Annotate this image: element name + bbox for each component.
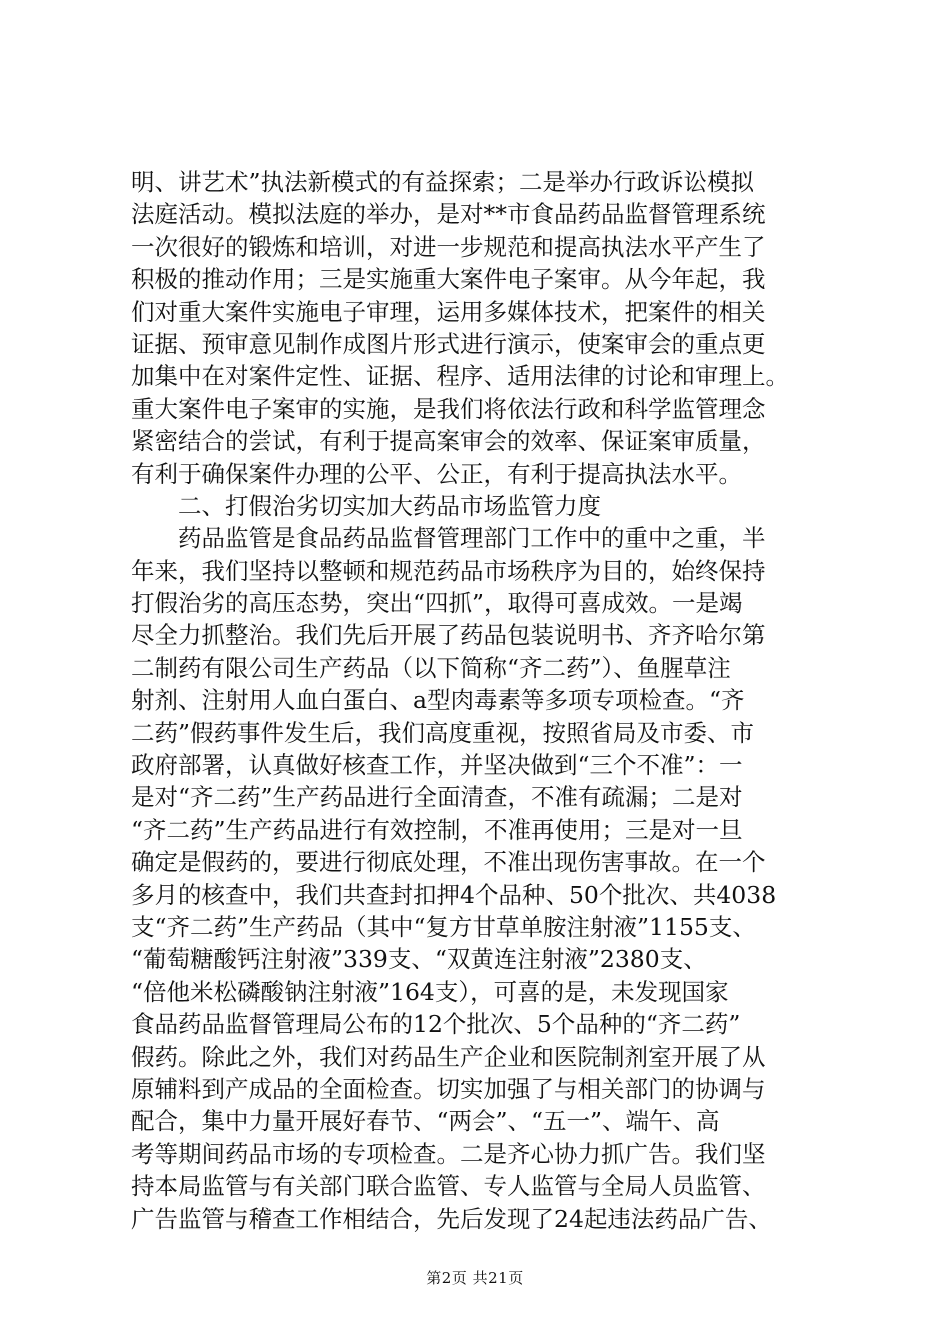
text-line: “葡萄糖酸钙注射液”339支、“双黄连注射液”2380支、 [131,945,707,974]
text-line: 假药。除此之外，我们对药品生产企业和医院制剂室开展了从 [131,1042,766,1071]
text-line: 广告监管与稽查工作相结合，先后发现了24起违法药品广告、 [131,1204,772,1233]
text-line: 考等期间药品市场的专项检查。二是齐心协力抓广告。我们坚 [131,1139,766,1168]
text-line: 是对“齐二药”生产药品进行全面清查，不准有疏漏；二是对 [131,783,743,812]
text-line: 们对重大案件实施电子审理，运用多媒体技术，把案件的相关 [131,297,766,326]
text-line: 药品监管是食品药品监督管理部门工作中的重中之重，半 [131,524,766,553]
page-footer: 第2页 共21页 [426,1269,524,1287]
text-line: 有利于确保案件办理的公平、公正，有利于提高执法水平。 [131,459,742,488]
text-line: 明、讲艺术”执法新模式的有益探索；二是举办行政诉讼模拟 [131,168,755,196]
text-line: 支“齐二药”生产药品（其中“复方甘草单胺注射液”1155支、 [131,912,756,941]
text-line: 法庭活动。模拟法庭的举办，是对**市食品药品监督管理系统 [131,200,766,229]
text-line: 打假治劣的高压态势，突出“四抓”，取得可喜成效。一是竭 [131,589,743,618]
text-line: 政府部署，认真做好核查工作，并坚决做到“三个不准”：一 [131,751,743,780]
text-line: “倍他米松磷酸钠注射液”164支），可喜的是，未发现国家 [131,977,729,1006]
text-line: 持本局监管与有关部门联合监管、专人监管与全局人员监管、 [131,1172,766,1201]
text-line: 尽全力抓整治。我们先后开展了药品包装说明书、齐齐哈尔第 [131,621,766,650]
text-line: 二制药有限公司生产药品（以下简称“齐二药”）、鱼腥草注 [131,653,731,682]
text-line: 多月的核查中，我们共查封扣押4个品种、50个批次、共4038 [131,880,777,909]
text-line: 紧密结合的尝试，有利于提高案审会的效率、保证案审质量， [131,427,766,456]
body-text [131,166,831,1235]
text-line: 射剂、注射用人血白蛋白、a型肉毒素等多项专项检查。“齐 [131,686,745,715]
text-line: 积极的推动作用；三是实施重大案件电子案审。从今年起，我 [131,265,766,294]
text-line: 年来，我们坚持以整顿和规范药品市场秩序为目的，始终保持 [131,556,766,585]
text-line: 二药”假药事件发生后，我们高度重视，按照省局及市委、市 [131,718,755,747]
text-line: 确定是假药的，要进行彻底处理，不准出现伤害事故。在一个 [131,848,766,877]
text-line: 加集中在对案件定性、证据、程序、适用法律的讨论和审理上。 [131,362,789,391]
text-line: “齐二药”生产药品进行有效控制，不准再使用；三是对一旦 [131,815,743,844]
text-line: 二、打假治劣切实加大药品市场监管力度 [131,491,601,520]
text-line: 配合，集中力量开展好春节、“两会”、“五一”、端午、高 [131,1107,720,1136]
text-line: 一次很好的锻炼和培训，对进一步规范和提高执法水平产生了 [131,232,766,261]
text-line: 原辅料到产成品的全面检查。切实加强了与相关部门的协调与 [131,1074,766,1103]
text-line: 证据、预审意见制作成图片形式进行演示，使案审会的重点更 [131,329,766,358]
text-line: 食品药品监督管理局公布的12个批次、5个品种的“齐二药” [131,1010,741,1039]
text-line: 重大案件电子案审的实施，是我们将依法行政和科学监管理念 [131,394,766,423]
